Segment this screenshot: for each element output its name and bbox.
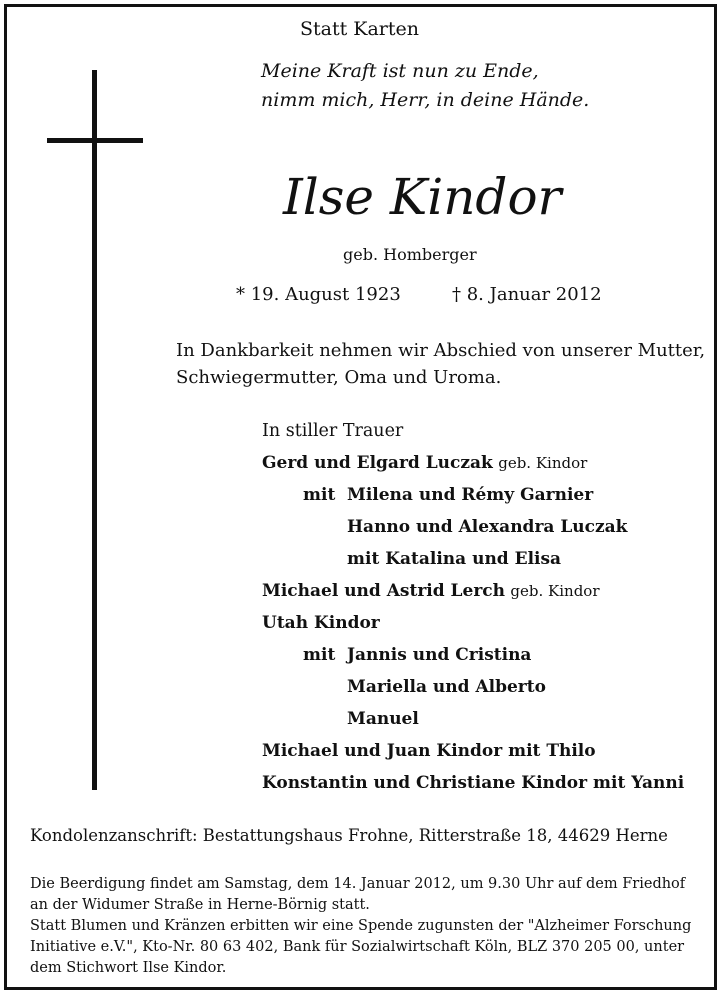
- mourner-name: Mariella und Alberto: [347, 677, 546, 697]
- verse-line-1: Meine Kraft ist nun zu Ende,: [261, 60, 539, 82]
- footer-line-1: Die Beerdigung findet am Samstag, dem 14. Januar 2012, um 9.30 Uhr auf dem Friedhof: [30, 876, 686, 892]
- mourner-name: Michael und Astrid Lerch: [262, 581, 505, 601]
- mourner-note: geb. Kindor: [498, 454, 588, 472]
- death-date: † 8. Januar 2012: [452, 284, 602, 305]
- birth-date: * 19. August 1923: [236, 284, 401, 305]
- cross-icon-bar: [47, 138, 143, 143]
- mourner-line: [347, 549, 561, 569]
- mourner-note: geb. Kindor: [510, 582, 600, 600]
- footer-line-3: Statt Blumen und Kränzen erbitten wir eine Spende zugunsten der "Alzheimer Forschung: [30, 918, 692, 934]
- mourner-line: [262, 773, 684, 793]
- cross-icon: [92, 70, 97, 790]
- mourner-prefix: mit: [303, 645, 336, 665]
- mourner-line: [347, 517, 627, 537]
- mourner-name: Konstantin und Christiane Kindor mit Yanni: [262, 773, 685, 793]
- verse-line-2: nimm mich, Herr, in deine Hände.: [261, 89, 590, 111]
- mourner-prefix: mit: [303, 485, 336, 505]
- footer-line-5: dem Stichwort Ilse Kindor.: [30, 960, 227, 976]
- mourner-name: Hanno und Alexandra Luczak: [347, 517, 628, 537]
- footer-line-4: Initiative e.V.", Kto-Nr. 80 63 402, Bank für Sozialwirtschaft Köln, BLZ 370 205 00, unter: [30, 939, 685, 955]
- mourner-name: Utah Kindor: [262, 613, 380, 633]
- mourner-name: mit Katalina und Elisa: [347, 549, 562, 569]
- footer-line-2: an der Widumer Straße in Herne-Börnig statt.: [30, 897, 370, 913]
- mourner-line: [347, 709, 419, 729]
- mourner-line: [303, 645, 335, 665]
- mourner-line: [262, 741, 596, 761]
- mourner-line: [347, 485, 593, 505]
- mourner-line: [262, 453, 587, 473]
- mourner-line: [262, 581, 600, 601]
- mourners-heading: In stiller Trauer: [262, 421, 404, 441]
- mourner-line: [303, 485, 335, 505]
- mourner-name: Michael und Juan Kindor mit Thilo: [262, 741, 596, 761]
- mourner-name: Milena und Rémy Garnier: [347, 485, 594, 505]
- intro-line-1: In Dankbarkeit nehmen wir Abschied von unserer Mutter,: [176, 340, 706, 361]
- mourner-name: Manuel: [347, 709, 419, 729]
- intro-line-2: Schwiegermutter, Oma und Uroma.: [176, 367, 502, 388]
- condolence-address: Kondolenzanschrift: Bestattungshaus Frohne, Ritterstraße 18, 44629 Herne: [30, 826, 668, 845]
- mourner-line: [262, 613, 380, 633]
- mourner-name: Gerd und Elgard Luczak: [262, 453, 493, 473]
- mourner-name: Jannis und Cristina: [347, 645, 532, 665]
- born-name: geb. Homberger: [343, 245, 477, 264]
- header-statt-karten: Statt Karten: [300, 18, 420, 40]
- mourner-line: [347, 645, 531, 665]
- deceased-name: Ilse Kindor: [283, 168, 562, 226]
- mourner-line: [347, 677, 546, 697]
